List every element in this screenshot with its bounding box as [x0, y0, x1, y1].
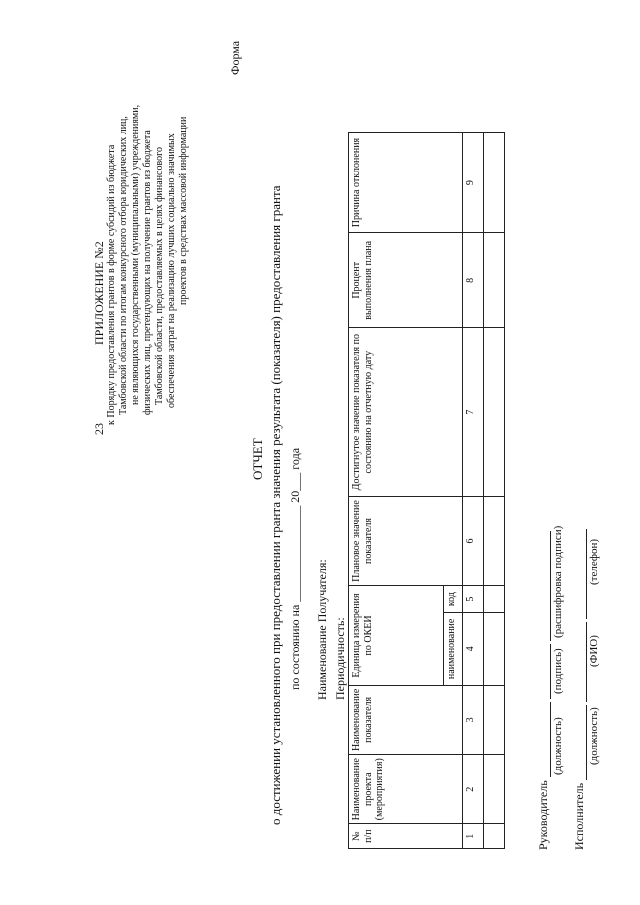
header-number: № п/п — [349, 824, 463, 849]
table-header-row — [349, 133, 444, 849]
column-number: 8 — [463, 233, 484, 328]
recipient-label: Наименование Получателя: — [315, 559, 329, 700]
report-table — [348, 132, 505, 849]
head-label: Руководитель — [536, 780, 550, 850]
column-number: 6 — [463, 496, 484, 585]
annex-line: физических лиц, претендующих на получение грантов из бюджета — [142, 130, 153, 415]
header-planned: Плановое значение показателя — [349, 496, 463, 585]
head-signature-line — [536, 531, 551, 850]
report-date-line: по состоянию на ________________ 20___ года — [288, 447, 302, 690]
column-number: 1 — [463, 824, 484, 849]
column-number: 7 — [463, 328, 484, 496]
page-number: 23 — [92, 423, 106, 435]
header-indicator: Наименование показателя — [349, 685, 463, 754]
column-number: 9 — [463, 133, 484, 233]
table-cell — [484, 612, 505, 685]
header-project: Наименование проекта (мероприятия) — [349, 755, 463, 824]
annex-line: Тамбовской области, предоставляемых в целях финансового — [154, 147, 165, 405]
periodicity-label: Периодичность: — [333, 617, 347, 700]
signature-blank — [538, 644, 551, 699]
report-subtitle: о достижении установленного при предоставлении гранта значения результата (показателя) предоставления гранта — [268, 185, 283, 825]
table-cell — [484, 824, 505, 849]
annex-line: обеспечения затрат на реализацию лучших социально значимых — [166, 133, 177, 408]
table-cell — [484, 755, 505, 824]
executor-label: Исполнитель — [572, 782, 586, 850]
position-blank — [538, 702, 551, 777]
phone-blank — [574, 529, 587, 619]
annex-line: проектов в средствах массовой информации — [178, 116, 189, 305]
table-cell — [484, 685, 505, 754]
table-row — [484, 133, 505, 849]
fio-blank — [574, 622, 587, 702]
header-unit-name: наименование — [444, 612, 463, 685]
executor-position-caption: (должность) — [588, 707, 600, 765]
decoding-blank — [538, 531, 551, 641]
annex-line: Тамбовской области по итогам конкурсного отбора юридических лиц, — [118, 116, 129, 415]
head-position-caption: (должность) — [552, 717, 564, 775]
header-percent: Процент выполнения плана — [349, 233, 463, 328]
header-reason: Причина отклонения — [349, 133, 463, 233]
table-cell — [484, 133, 505, 233]
executor-phone-caption: (телефон) — [588, 538, 600, 585]
table-cell — [484, 496, 505, 585]
head-signature-caption: (подпись) — [552, 648, 564, 694]
table-cell — [484, 586, 505, 613]
column-number: 2 — [463, 755, 484, 824]
header-unit: Единица измерения по ОКЕИ — [349, 586, 444, 686]
annex-line: к Порядку предоставления грантов в форме субсидий из бюджета — [106, 144, 117, 425]
header-unit-code: код — [444, 586, 463, 613]
position-blank — [574, 705, 587, 780]
column-number-row — [463, 133, 484, 849]
form-label: Форма — [228, 40, 242, 75]
table-cell — [484, 328, 505, 496]
executor-signature-line — [572, 529, 587, 850]
executor-fio-caption: (ФИО) — [588, 635, 600, 667]
table-cell — [484, 233, 505, 328]
annex-line: не являющихся государственными (муниципальными) учреждениями, — [130, 104, 141, 405]
header-achieved: Достигнутое значение показателя по состоянию на отчетную дату — [349, 328, 463, 496]
report-title: ОТЧЕТ — [250, 438, 265, 480]
column-number: 4 — [463, 612, 484, 685]
annex-title: ПРИЛОЖЕНИЕ №2 — [92, 241, 106, 345]
column-number: 5 — [463, 586, 484, 613]
column-number: 3 — [463, 685, 484, 754]
head-decoding-caption: (расшифровка подписи) — [552, 525, 564, 638]
